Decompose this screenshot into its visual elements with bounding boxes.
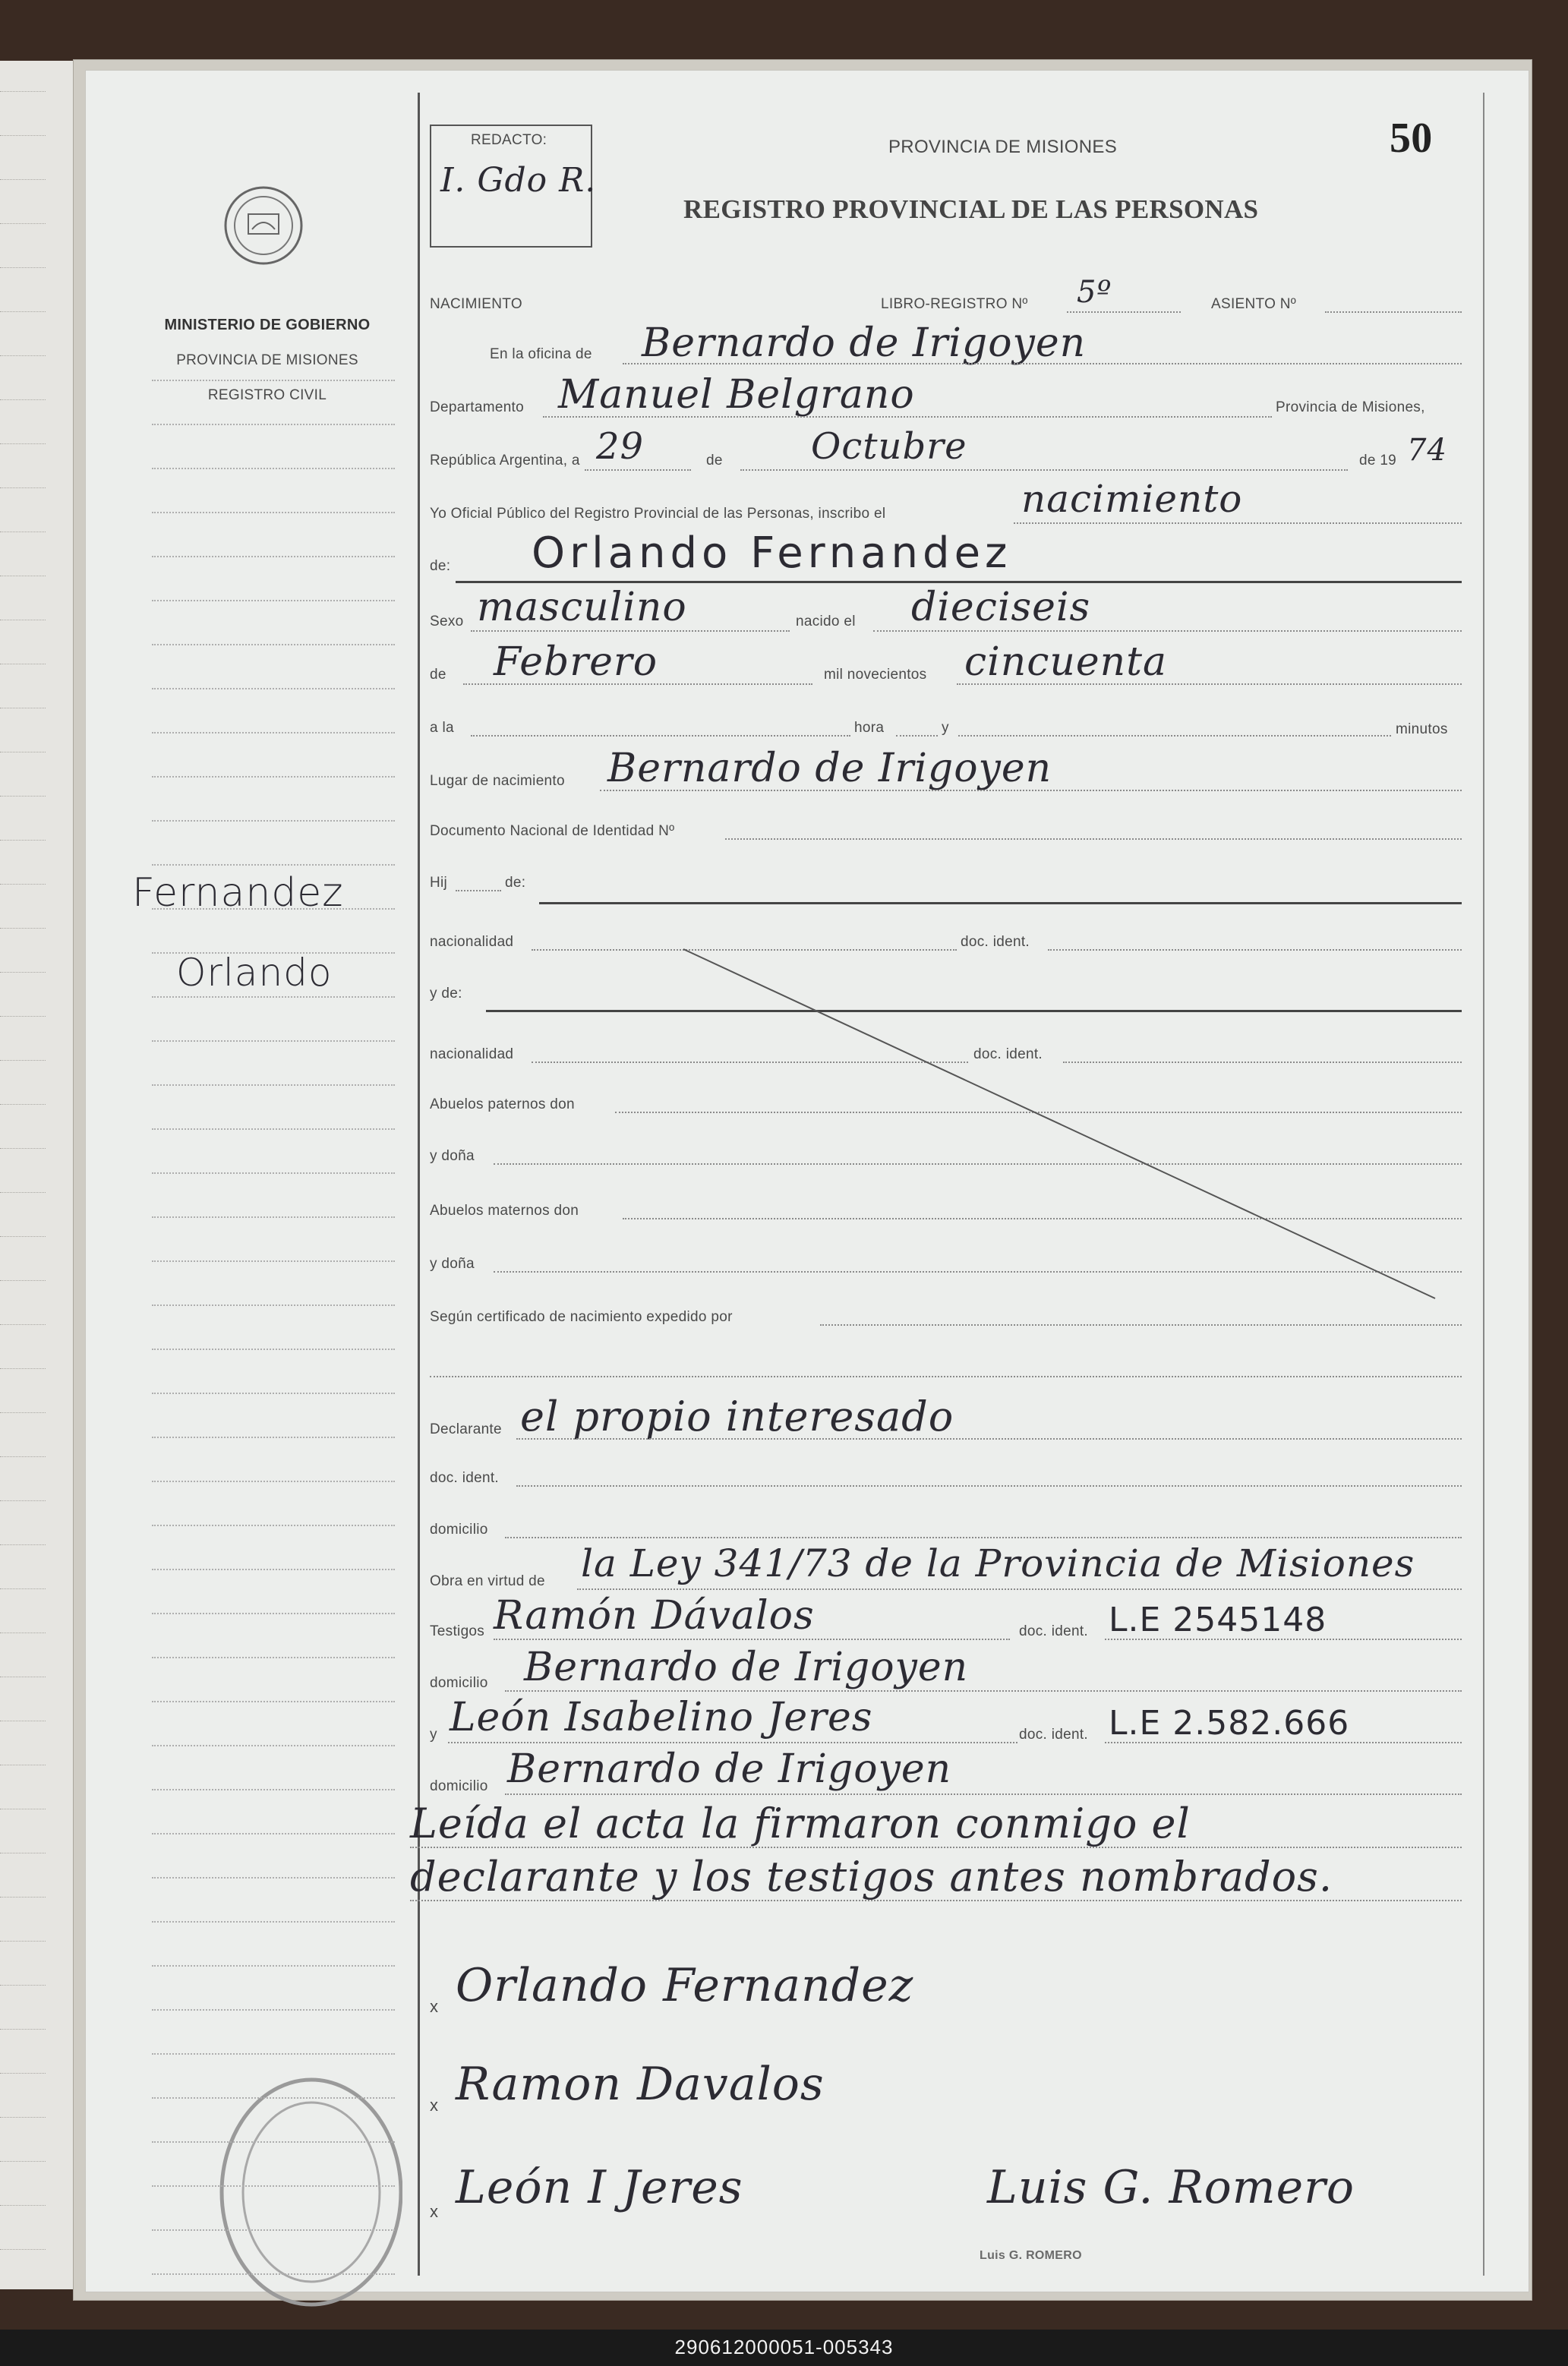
- line-doc-ident3: [516, 1485, 1462, 1487]
- line-declarante: [516, 1438, 1462, 1440]
- signature-oficial: Luis G. Romero: [987, 2161, 1355, 2214]
- label-docident1: doc. ident.: [961, 934, 1030, 950]
- label-nacido: nacido el: [796, 614, 856, 629]
- signature-testigo2: León I Jeres: [456, 2161, 743, 2214]
- margin-surname: Fernandez: [132, 870, 344, 916]
- closing-line-1: Leída el acta la firmaron conmigo el: [410, 1800, 1191, 1847]
- label-domicilio1: domicilio: [430, 1522, 488, 1538]
- label-y-de: y de:: [430, 986, 462, 1002]
- label-departamento: Departamento: [430, 399, 525, 415]
- label-abuelos-paternos: Abuelos paternos don: [430, 1096, 575, 1112]
- value-acto: nacimiento: [1021, 477, 1243, 521]
- label-y-dona1: y doña: [430, 1148, 475, 1164]
- document-id: 290612000051-005343: [674, 2336, 894, 2358]
- label-hora: hora: [854, 720, 885, 736]
- label-declarante: Declarante: [430, 1421, 502, 1437]
- value-testigo2-doc: L.E 2.582.666: [1109, 1704, 1350, 1743]
- value-testigo2-dom: Bernardo de Irigoyen: [507, 1746, 952, 1792]
- label-hij: Hij: [430, 875, 448, 891]
- line-testigo2-doc: [1105, 1742, 1462, 1743]
- label-y1: y: [942, 720, 949, 736]
- label-libro: LIBRO-REGISTRO Nº: [881, 296, 1028, 312]
- label-nacimiento: NACIMIENTO: [430, 296, 522, 312]
- label-docident2: doc. ident.: [973, 1046, 1043, 1062]
- label-doc-ident3: doc. ident.: [430, 1470, 499, 1486]
- official-name-stamp: Luis G. ROMERO: [980, 2249, 1082, 2262]
- label-lugar: Lugar de nacimiento: [430, 773, 565, 789]
- label-asiento: ASIENTO Nº: [1211, 296, 1296, 312]
- value-declarante: el propio interesado: [520, 1393, 954, 1440]
- closing-line-2: declarante y los testigos antes nombrados.: [410, 1853, 1333, 1901]
- value-nacido-dia: dieciseis: [911, 585, 1091, 630]
- label-y-dona2: y doña: [430, 1256, 475, 1272]
- value-obra: la Ley 341/73 de la Provincia de Misiones: [581, 1541, 1415, 1585]
- margin-name: Orlando: [176, 951, 333, 995]
- sig1-x-mark: x: [430, 1997, 439, 2016]
- value-sexo: masculino: [477, 585, 687, 630]
- line-obra: [577, 1588, 1462, 1590]
- line-domicilio1: [505, 1537, 1462, 1538]
- line-testigo1-dom: [505, 1690, 1462, 1692]
- line-testigo1: [494, 1639, 1010, 1640]
- value-testigo1-dom: Bernardo de Irigoyen: [524, 1645, 969, 1690]
- ministry-title: MINISTERIO DE GOBIERNO: [164, 317, 371, 333]
- line-testigo2-dom: [505, 1793, 1462, 1795]
- value-testigo1: Ramón Dávalos: [494, 1593, 815, 1639]
- label-sexo: Sexo: [430, 614, 464, 629]
- label-documento: Documento Nacional de Identidad Nº: [430, 823, 675, 839]
- label-hij-de: de:: [505, 875, 526, 891]
- label-y2: y: [430, 1727, 437, 1743]
- label-provincia: Provincia de Misiones,: [1276, 399, 1425, 415]
- label-domicilio2: domicilio: [430, 1675, 488, 1691]
- line-closing2: [410, 1900, 1462, 1901]
- value-nacido-mes: Febrero: [494, 639, 658, 685]
- value-departamento: Manuel Belgrano: [558, 372, 915, 418]
- label-minutos: minutos: [1396, 721, 1448, 737]
- line-segun2: [430, 1376, 1462, 1377]
- value-dia: 29: [596, 425, 645, 468]
- label-de1: de: [706, 453, 723, 468]
- ministry-province: PROVINCIA DE MISIONES: [176, 352, 358, 368]
- label-domicilio3: domicilio: [430, 1778, 488, 1794]
- label-obra: Obra en virtud de: [430, 1573, 545, 1589]
- page-number: 50: [1390, 115, 1433, 162]
- label-mil: mil novecientos: [824, 667, 927, 683]
- label-nacionalidad1: nacionalidad: [430, 934, 514, 950]
- label-de-year: de 19: [1359, 453, 1397, 468]
- label-de2: de:: [430, 558, 451, 574]
- redacto-label: REDACTO:: [471, 132, 547, 148]
- registry-title: REGISTRO PROVINCIAL DE LAS PERSONAS: [683, 194, 1259, 224]
- label-yo-oficial: Yo Oficial Público del Registro Provincial de las Personas, inscribo el: [430, 506, 886, 522]
- value-oficina: Bernardo de Irigoyen: [642, 320, 1087, 366]
- line-closing1: [410, 1847, 1462, 1848]
- label-nacionalidad2: nacionalidad: [430, 1046, 514, 1062]
- province-line: PROVINCIA DE MISIONES: [888, 137, 1118, 157]
- label-de3: de: [430, 667, 446, 683]
- label-oficina: En la oficina de: [490, 346, 592, 362]
- label-testigos: Testigos: [430, 1623, 485, 1639]
- value-nombre: Orlando Fernandez: [532, 528, 1012, 578]
- value-lugar: Bernardo de Irigoyen: [607, 746, 1052, 791]
- ministry-registry: REGISTRO CIVIL: [207, 387, 327, 403]
- redacto-value: I. Gdo R.: [440, 161, 597, 200]
- label-abuelos-maternos: Abuelos maternos don: [430, 1203, 579, 1219]
- value-testigo2: León Isabelino Jeres: [450, 1695, 873, 1740]
- line-testigo1-doc: [1105, 1639, 1462, 1640]
- sig2-x-mark: x: [430, 2096, 439, 2115]
- sig3-x-mark: x: [430, 2202, 439, 2221]
- value-libro: 5º: [1077, 275, 1112, 310]
- label-docident5: doc. ident.: [1019, 1727, 1088, 1743]
- line-testigo2: [448, 1742, 1017, 1743]
- line-segun: [820, 1324, 1462, 1326]
- label-republica: República Argentina, a: [430, 453, 580, 468]
- signature-declarante: Orlando Fernandez: [456, 1959, 914, 2012]
- label-a-la: a la: [430, 720, 454, 736]
- value-nacido-anio: cincuenta: [964, 639, 1168, 685]
- value-testigo1-doc: L.E 2545148: [1109, 1601, 1327, 1639]
- value-mes: Octubre: [811, 425, 967, 468]
- label-segun: Según certificado de nacimiento expedido por: [430, 1309, 733, 1325]
- signature-testigo1: Ramon Davalos: [456, 2058, 825, 2111]
- label-docident4: doc. ident.: [1019, 1623, 1088, 1639]
- value-anio: 74: [1407, 433, 1447, 468]
